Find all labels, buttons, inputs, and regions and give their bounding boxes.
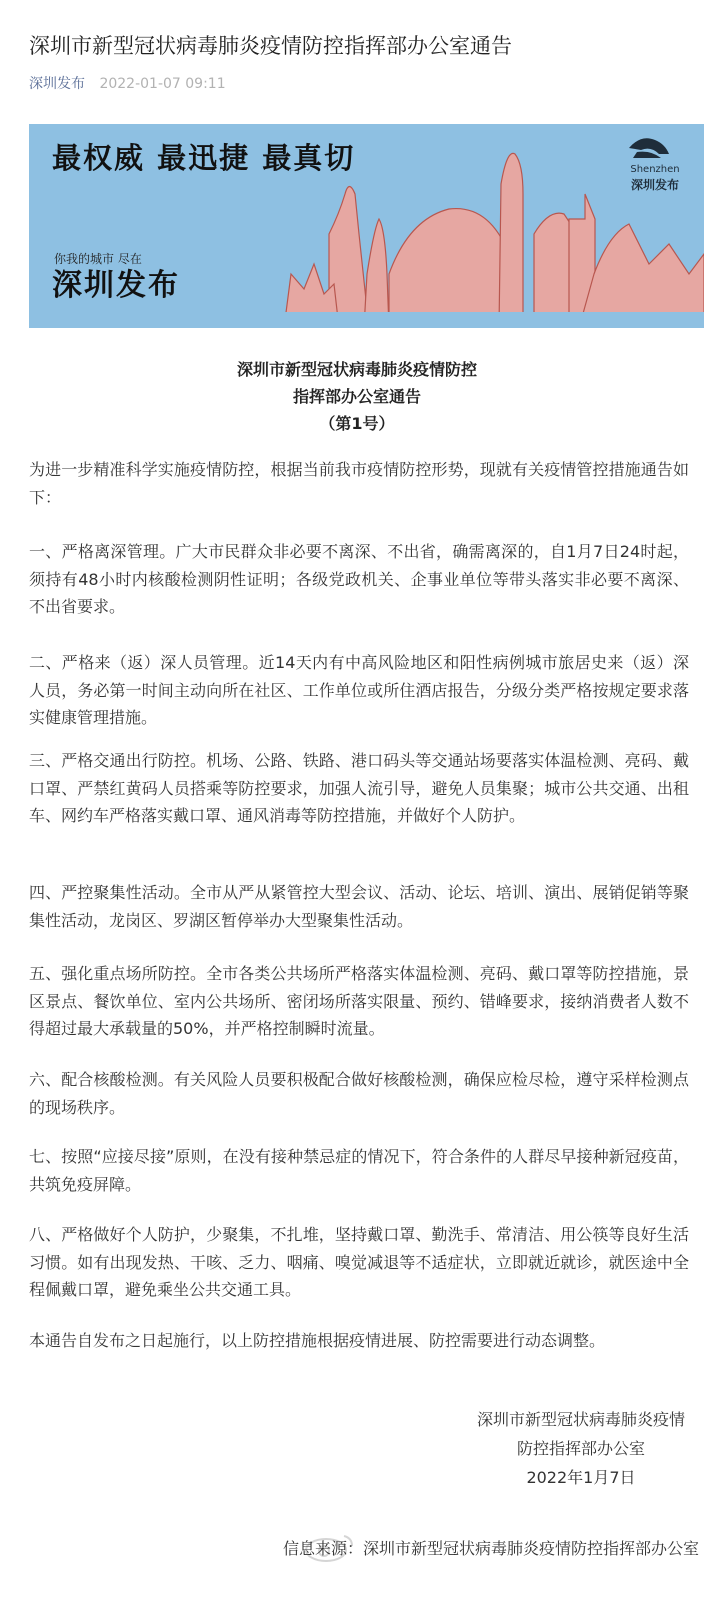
- measure-paragraph-5: 五、强化重点场所防控。全市各类公共场所严格落实体温检测、亮码、戴口罩等防控措施，景区景点、餐饮单位、室内公共场所、密闭场所落实限量、预约、错峰要求，接纳消费者人数不得超过最大承载量的50%，并严格控制瞬时流量。: [29, 964, 689, 1038]
- notice-number: （第1号）: [319, 414, 395, 433]
- signature-org-line: 深圳市新型冠状病毒肺炎疫情: [476, 1410, 685, 1429]
- banner-tagline: 你我的城市 尽在: [54, 252, 142, 266]
- article-meta: [29, 74, 226, 94]
- notice-heading-line: 深圳市新型冠状病毒肺炎疫情防控: [236, 360, 477, 379]
- measure-paragraph-6: 六、配合核酸检测。有关风险人员要积极配合做好核酸检测，确保应检尽检，遵守采样检测点的现场秩序。: [29, 1070, 689, 1117]
- measure-paragraph-8: 八、严格做好个人防护，少聚集，不扎堆，坚持戴口罩、勤洗手、常清洁、用公筷等良好生活习惯。如有出现发热、干咳、乏力、咽痛、嗅觉减退等不适症状，立即就近就诊，就医途中全程佩戴口罩，避免乘坐公共交通工具。: [29, 1225, 689, 1299]
- article-title: 深圳市新型冠状病毒肺炎疫情防控指挥部办公室通告: [29, 34, 512, 58]
- closing-paragraph: 本通告自发布之日起施行，以上防控措施根据疫情进展、防控需要进行动态调整。: [29, 1331, 606, 1350]
- signature-date: 2022年1月7日: [526, 1468, 636, 1487]
- banner-logo-cn: 深圳发布: [630, 178, 679, 192]
- measure-paragraph-3: 三、严格交通出行防控。机场、公路、铁路、港口码头等交通站场要落实体温检测、亮码、戴口罩、严禁红黄码人员搭乘等防控要求，加强人流引导，避免人员集聚；城市公共交通、出租车、网约车严格落实戴口罩、通风消毒等防控措施，并做好个人防护。: [29, 751, 689, 825]
- banner-slogan: 最权威 最迅捷 最真切: [52, 141, 356, 175]
- notice-heading: [29, 356, 685, 437]
- intro-paragraph: 为进一步精准科学实施疫情防控，根据当前我市疫情防控形势，现就有关疫情管控措施通告如下：: [29, 460, 689, 507]
- banner-logo: [619, 134, 691, 192]
- measure-paragraph-4: 四、严控聚集性活动。全市从严从紧管控大型会议、活动、论坛、培训、演出、展销促销等聚集性活动，龙岗区、罗湖区暂停举办大型聚集性活动。: [29, 883, 689, 930]
- measure-paragraph-1: 一、严格离深管理。广大市民群众非必要不离深、不出省，确需离深的，自1月7日24时起，须持有48小时内核酸检测阴性证明；各级党政机关、企事业单位等带头落实非必要不离深、不出省要求。: [29, 542, 689, 616]
- info-source-line: 信息来源：深圳市新型冠状病毒肺炎疫情防控指挥部办公室: [282, 1539, 699, 1558]
- header-banner: [29, 124, 704, 328]
- publish-date: 2022-01-07 09:11: [99, 76, 226, 92]
- account-name-link[interactable]: 深圳发布: [29, 76, 85, 92]
- signature-block: [477, 1405, 685, 1492]
- signature-org-line: 防控指挥部办公室: [516, 1439, 645, 1458]
- banner-logo-en: Shenzhen: [630, 164, 680, 175]
- measure-paragraph-2: 二、严格来（返）深人员管理。近14天内有中高风险地区和阳性病例城市旅居史来（返）深人员，务必第一时间主动向所在社区、工作单位或所住酒店报告，分级分类严格按规定要求落实健康管理措施。: [29, 653, 689, 727]
- banner-brand-name: 深圳发布: [52, 268, 180, 303]
- measure-paragraph-7: 七、按照“应接尽接”原则，在没有接种禁忌症的情况下，符合条件的人群尽早接种新冠疫苗，共筑免疫屏障。: [29, 1147, 689, 1194]
- notice-heading-line: 指挥部办公室通告: [292, 387, 421, 406]
